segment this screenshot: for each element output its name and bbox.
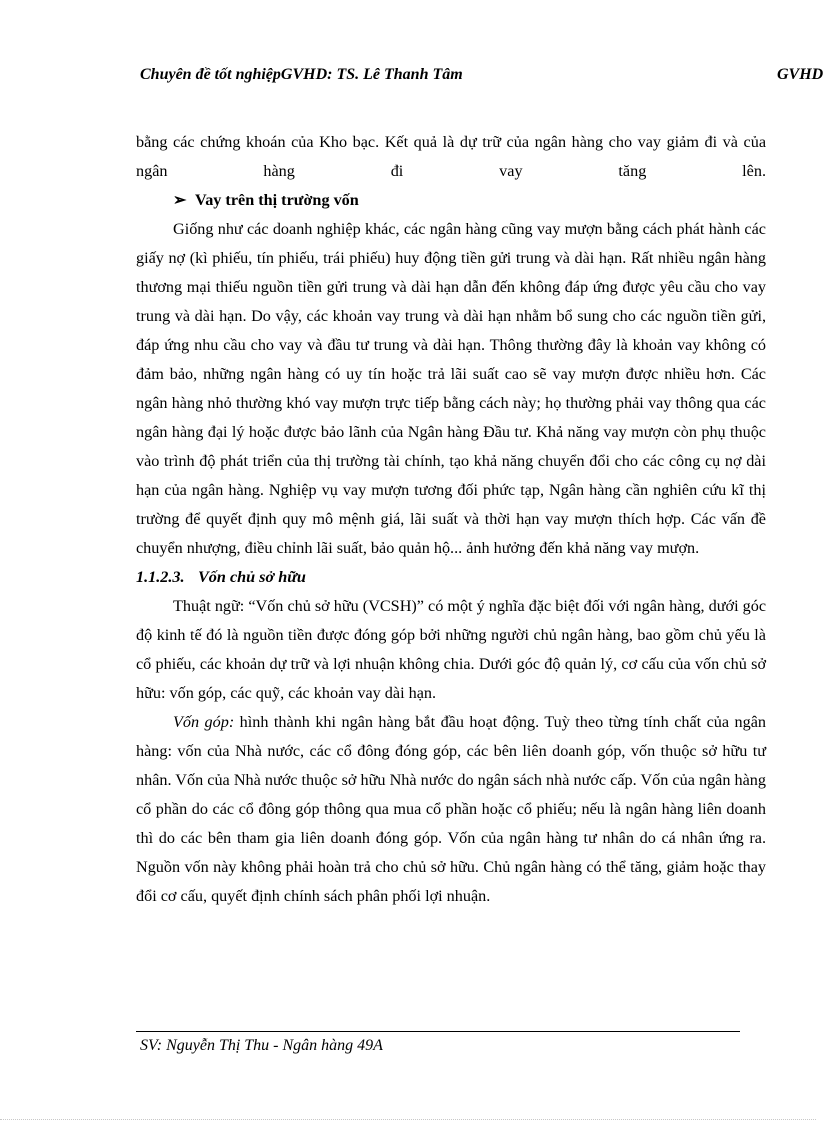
page-bottom-edge — [0, 1119, 816, 1120]
paragraph-equity-definition: Thuật ngữ: “Vốn chủ sở hữu (VCSH)” có một ý nghĩa đặc biệt đối với ngân hàng, dưới góc độ kinh tế đó là nguồn tiền được đóng góp bởi những người chủ ngân hàng, bao gồm chủ yếu là cổ phiếu, các khoản dự trữ và lợi nhuận không chia. Dưới góc độ quản lý, cơ cấu của vốn chủ sở hữu: vốn góp, các quỹ, các khoản vay dài hạn. — [136, 597, 766, 702]
arrow-bullet-icon: ➢ — [173, 191, 187, 209]
paragraph-loan-reserves: bằng các chứng khoán của Kho bạc. Kết quả là dự trữ của ngân hàng cho vay giảm đi và của ngân hàng đi vay tăng lên. — [136, 133, 766, 180]
section-title: Vốn chủ sở hữu — [198, 568, 306, 586]
section-number: 1.1.2.3. — [136, 568, 185, 586]
document-body — [136, 128, 766, 911]
bullet-heading — [136, 186, 766, 215]
paragraph-capital-market: Giống như các doanh nghiệp khác, các ngân hàng cũng vay mượn bằng cách phát hành các giấy nợ (kì phiếu, tín phiếu, trái phiếu) huy động tiền gửi trung và dài hạn. Rất nhiều ngân hàng thương mại thiếu nguồn tiền gửi trung và dài hạn dẫn đến không đáp ứng được yêu cầu cho vay trung và dài hạn. Do vậy, các khoản vay trung và dài hạn nhằm bổ sung cho các nguồn tiền gửi, đáp ứng nhu cầu cho vay và đầu tư trung và dài hạn. Thông thường đây là khoản vay không có đảm bảo, những ngân hàng có uy tín hoặc trả lãi suất cao sẽ vay mượn được nhiều hơn. Các ngân hàng nhỏ thường khó vay mượn trực tiếp bằng cách này; họ thường phải vay thông qua các ngân hàng đại lý hoặc được bảo lãnh của Ngân hàng Đầu tư. Khả năng vay mượn còn phụ thuộc vào trình độ phát triển của thị trường tài chính, tạo khả năng chuyển đổi cho các công cụ nợ dài hạn của ngân hàng. Nghiệp vụ vay mượn tương đối phức tạp, Ngân hàng cần nghiên cứu kĩ thị trường để quyết định quy mô mệnh giá, lãi suất và thời hạn vay mượn thích hợp. Các vấn đề chuyển nhượng, điều chỉnh lãi suất, bảo quản hộ... ảnh hưởng đến khả năng vay mượn. — [136, 220, 766, 557]
header-repeat: GVHD — [777, 66, 823, 83]
header-title: Chuyên đề tốt nghiệpGVHD: TS. Lê Thanh Tâm — [140, 66, 463, 83]
page-header — [140, 66, 823, 90]
section-heading — [136, 563, 766, 592]
bullet-heading-text: Vay trên thị trường vốn — [195, 191, 359, 209]
paragraph-contributed-capital — [136, 708, 766, 911]
page-footer: SV: Nguyễn Thị Thu - Ngân hàng 49A — [140, 1037, 383, 1054]
term-contributed-capital: Vốn góp: — [173, 713, 235, 731]
paragraph-contributed-capital-text: hình thành khi ngân hàng bắt đầu hoạt động. Tuỳ theo từng tính chất của ngân hàng: vốn của Nhà nước, các cổ đông đóng góp, các bên liên doanh góp, vốn thuộc sở hữu tư nhân. Vốn của Nhà nước thuộc sở hữu Nhà nước do ngân sách nhà nước cấp. Vốn của ngân hàng cổ phần do các cổ đông góp thông qua mua cổ phần hoặc cổ phiếu; nếu là ngân hàng liên doanh thì do các bên tham gia liên doanh đóng góp. Vốn của ngân hàng tư nhân do cá nhân ứng ra. Nguồn vốn này không phải hoàn trả cho chủ sở hữu. Chủ ngân hàng có thể tăng, giảm hoặc thay đổi cơ cấu, quyết định chính sách phân phối lợi nhuận. — [136, 713, 766, 905]
footer-divider — [136, 1031, 740, 1032]
